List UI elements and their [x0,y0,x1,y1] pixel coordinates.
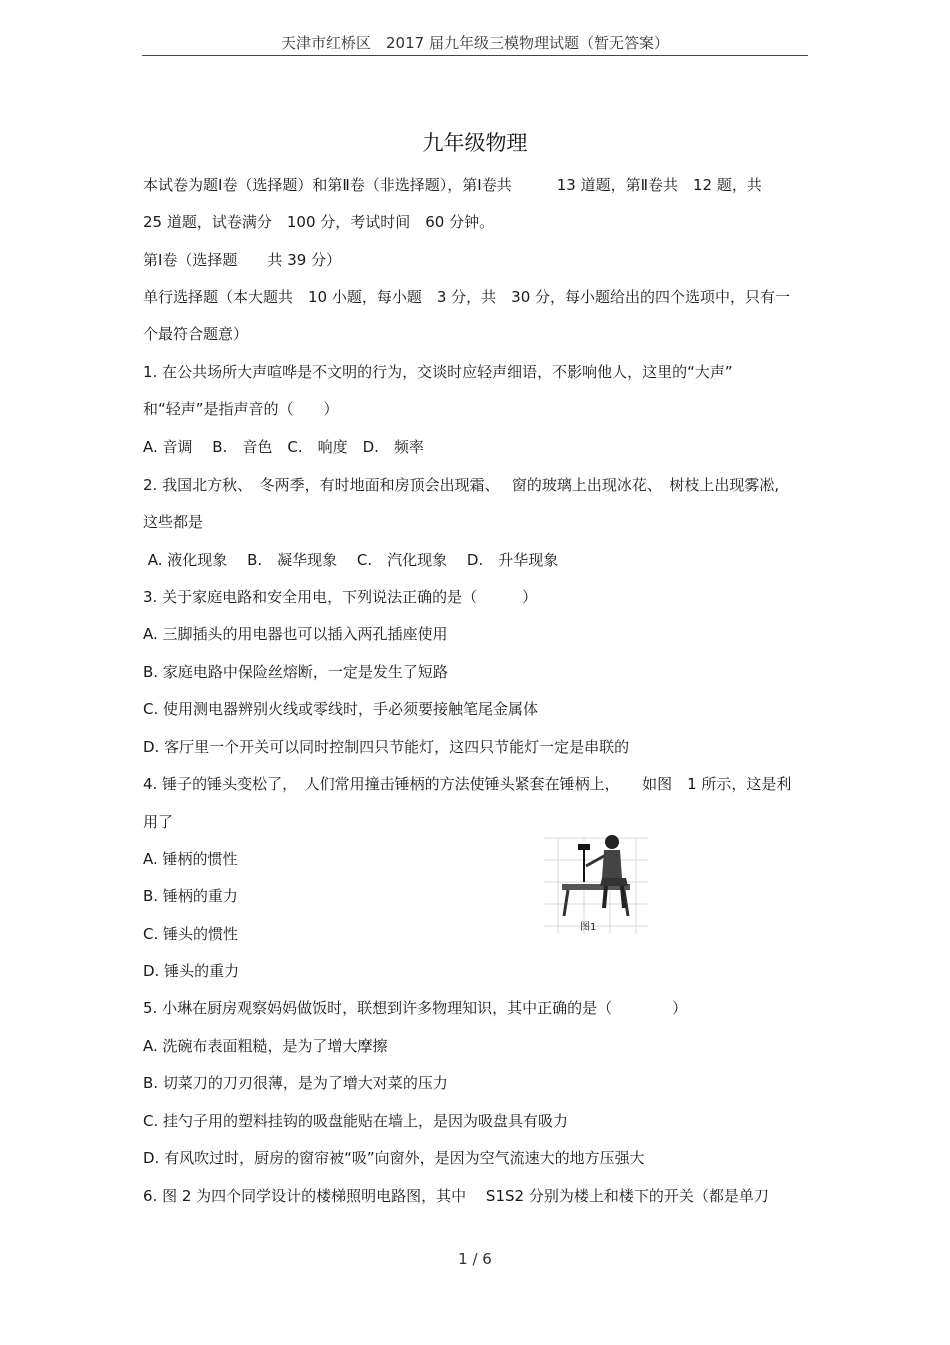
q2-stem-1: 2. 我国北方秋、 冬两季，有时地面和房顶会出现霜、 窗的玻璃上出现冰花、 树枝上出现雾凇, [143,476,780,494]
q5-stem: 5. 小琳在厨房观察妈妈做饭时，联想到许多物理知识，其中正确的是（ ） [143,999,688,1017]
instructions-line-2: 个最符合题意） [143,325,249,343]
q3-option-c: C. 使用测电器辨别火线或零线时，手必须要接触笔尾金属体 [143,700,539,718]
page-number: 1 / 6 [458,1250,492,1268]
q5-option-a: A. 洗碗布表面粗糙，是为了增大摩擦 [143,1037,388,1055]
q4-option-d: D. 锤头的重力 [143,962,240,980]
intro-line-1: 本试卷为题Ⅰ卷（选择题）和第Ⅱ卷（非选择题），第Ⅰ卷共 13 道题，第Ⅱ卷共 12 题，共 [143,176,762,194]
q5-option-d: D. 有风吹过时，厨房的窗帘被“吸”向窗外，是因为空气流速大的地方压强大 [143,1149,645,1167]
figure-1-hammer-illustration [540,830,652,940]
q3-stem: 3. 关于家庭电路和安全用电，下列说法正确的是（ ） [143,588,538,606]
figure-1-label: 图1 [580,922,597,933]
header-rule [142,55,808,56]
q6-stem: 6. 图 2 为四个同学设计的楼梯照明电路图，其中 S1S2 分别为楼上和楼下的开关（都是单刀 [143,1187,769,1205]
q5-option-c: C. 挂勺子用的塑料挂钩的吸盘能贴在墙上，是因为吸盘具有吸力 [143,1112,569,1130]
intro-line-2: 25 道题，试卷满分 100 分，考试时间 60 分钟。 [143,213,495,231]
q4-option-c: C. 锤头的惯性 [143,925,239,943]
q5-option-b: B. 切菜刀的刀刃很薄，是为了增大对菜的压力 [143,1074,448,1092]
q1-stem-1: 1. 在公共场所大声喧哗是不文明的行为，交谈时应轻声细语，不影响他人，这里的“大声” [143,363,733,381]
q4-stem-1: 4. 锤子的锤头变松了， 人们常用撞击锤柄的方法使锤头紧套在锤柄上， 如图 1 所示，这是利 [143,775,792,793]
q3-option-a: A. 三脚插头的用电器也可以插入两孔插座使用 [143,625,448,643]
instructions-line-1: 单行选择题（本大题共 10 小题，每小题 3 分，共 30 分，每小题给出的四个选项中，只有一 [143,288,791,306]
q3-option-b: B. 家庭电路中保险丝熔断，一定是发生了短路 [143,663,448,681]
q2-options: A. 液化现象 B. 凝华现象 C. 汽化现象 D. 升华现象 [143,551,559,569]
document-title: 九年级物理 [422,131,528,155]
q4-option-a: A. 锤柄的惯性 [143,850,238,868]
q2-stem-2: 这些都是 [143,513,204,531]
q4-stem-2: 用了 [143,813,174,831]
section-heading: 第Ⅰ卷（选择题 共 39 分） [143,251,342,269]
q3-option-d: D. 客厅里一个开关可以同时控制四只节能灯，这四只节能灯一定是串联的 [143,738,630,756]
q4-option-b: B. 锤柄的重力 [143,887,238,905]
page-header: 天津市红桥区 2017 届九年级三模物理试题（暂无答案） [281,34,669,52]
q1-stem-2: 和“轻声”是指声音的（ ） [143,400,339,418]
q1-options: A. 音调 B. 音色 C. 响度 D. 频率 [143,438,424,456]
